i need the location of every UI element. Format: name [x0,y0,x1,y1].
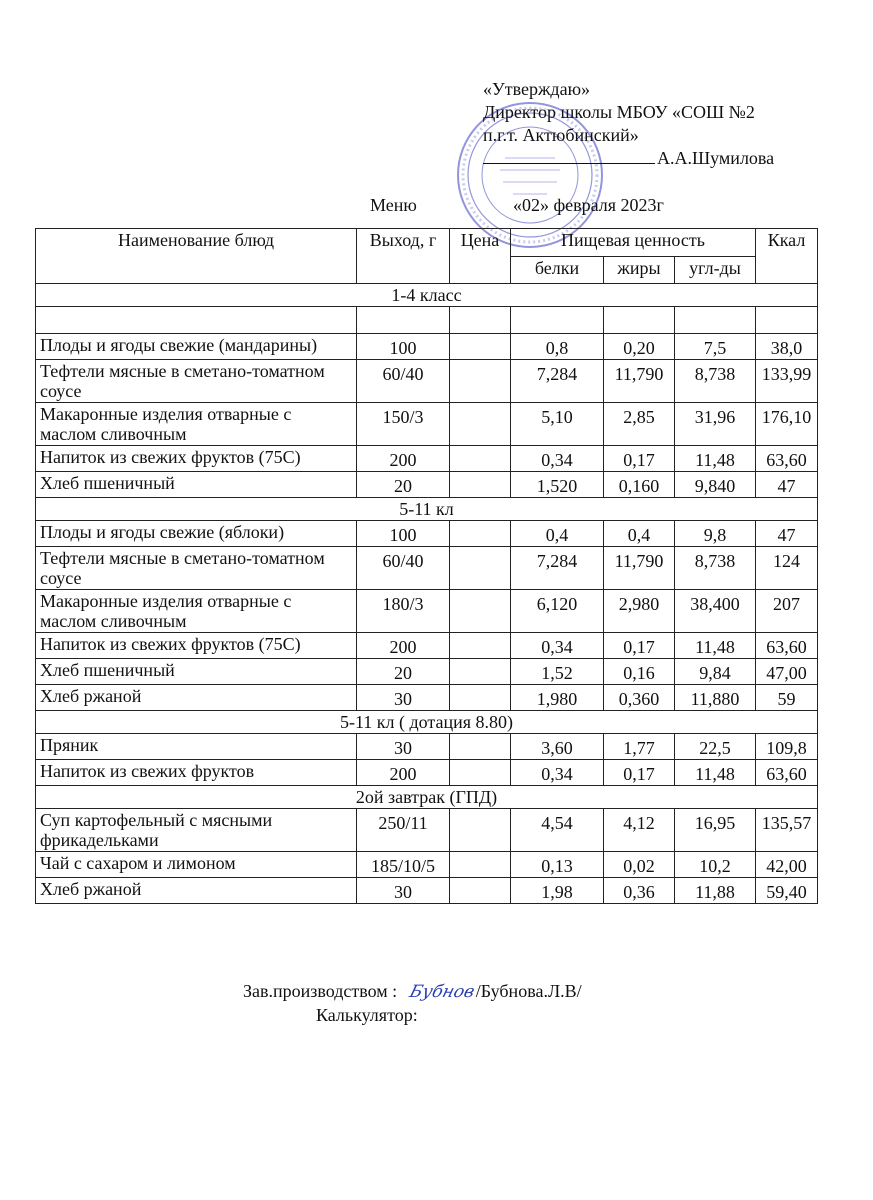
cell-fat: 2,980 [604,590,675,633]
cell-fat: 0,36 [604,878,675,904]
header-kcal: Ккал [756,229,818,284]
cell-yield: 200 [357,633,450,659]
menu-table-body [36,284,818,904]
dish-row [36,852,818,878]
dish-row [36,360,818,403]
cell-name: Хлеб пшеничный [36,659,357,685]
cell-carbs: 8,738 [675,360,756,403]
section-row [36,786,818,809]
empty-cell [756,307,818,334]
cell-yield: 185/10/5 [357,852,450,878]
cell-carbs: 11,48 [675,760,756,786]
cell-price [450,547,511,590]
cell-yield: 30 [357,685,450,711]
dish-row [36,547,818,590]
cell-price [450,403,511,446]
cell-price [450,360,511,403]
menu-title: Меню [370,195,417,215]
dish-row [36,446,818,472]
cell-price [450,633,511,659]
empty-cell [511,307,604,334]
cell-price [450,659,511,685]
cell-kcal: 176,10 [756,403,818,446]
dish-row [36,760,818,786]
cell-name: Макаронные изделия отварные с маслом сливочным [36,403,357,446]
cell-protein: 7,284 [511,360,604,403]
section-title: 5-11 кл ( дотация 8.80) [36,711,818,734]
header-carbs: угл-ды [675,256,756,284]
cell-price [450,760,511,786]
section-row [36,284,818,307]
cell-kcal: 109,8 [756,734,818,760]
dish-row [36,633,818,659]
cell-protein: 5,10 [511,403,604,446]
dish-row [36,809,818,852]
cell-name: Макаронные изделия отварные с маслом сливочным [36,590,357,633]
section-title: 5-11 кл [36,498,818,521]
cell-price [450,809,511,852]
cell-kcal: 38,0 [756,334,818,360]
dish-row [36,472,818,498]
cell-name: Хлеб пшеничный [36,472,357,498]
section-row [36,711,818,734]
approval-location: п.г.т. Актюбинский» [483,125,639,145]
cell-carbs: 10,2 [675,852,756,878]
cell-kcal: 59 [756,685,818,711]
cell-yield: 30 [357,734,450,760]
cell-fat: 0,17 [604,760,675,786]
cell-name: Тефтели мясные в сметано-томатном соусе [36,360,357,403]
cell-fat: 0,160 [604,472,675,498]
cell-name: Напиток из свежих фруктов (75С) [36,446,357,472]
cell-yield: 250/11 [357,809,450,852]
cell-protein: 1,98 [511,878,604,904]
header-nutrition: Пищевая ценность [511,229,756,257]
cell-price [450,446,511,472]
cell-carbs: 8,738 [675,547,756,590]
cell-protein: 4,54 [511,809,604,852]
dish-row [36,685,818,711]
approval-position: Директор школы МБОУ «СОШ №2 [483,102,755,122]
empty-cell [675,307,756,334]
cell-protein: 0,4 [511,521,604,547]
cell-name: Чай с сахаром и лимоном [36,852,357,878]
cell-fat: 11,790 [604,547,675,590]
cell-carbs: 11,880 [675,685,756,711]
cell-price [450,852,511,878]
cell-name: Суп картофельный с мясными фрикадельками [36,809,357,852]
cell-kcal: 59,40 [756,878,818,904]
empty-cell [450,307,511,334]
header-price: Цена [450,229,511,284]
production-label: Зав.производством : [243,981,398,1001]
cell-protein: 0,8 [511,334,604,360]
dish-row [36,659,818,685]
menu-table [35,228,818,904]
approval-signature-line [483,147,774,170]
approval-heading: «Утверждаю» [483,79,591,99]
cell-carbs: 11,48 [675,446,756,472]
cell-yield: 180/3 [357,590,450,633]
cell-price [450,334,511,360]
cell-protein: 0,34 [511,633,604,659]
dish-row [36,590,818,633]
cell-name: Тефтели мясные в сметано-томатном соусе [36,547,357,590]
cell-price [450,878,511,904]
empty-cell [36,307,357,334]
cell-kcal: 42,00 [756,852,818,878]
approver-name: А.А.Шумилова [657,148,775,168]
cell-price [450,472,511,498]
cell-fat: 4,12 [604,809,675,852]
cell-kcal: 63,60 [756,633,818,659]
cell-fat: 2,85 [604,403,675,446]
cell-price [450,734,511,760]
cell-name: Хлеб ржаной [36,685,357,711]
calculator-label: Калькулятор: [316,1005,418,1025]
cell-carbs: 9,8 [675,521,756,547]
cell-name: Напиток из свежих фруктов (75С) [36,633,357,659]
cell-name: Напиток из свежих фруктов [36,760,357,786]
signature: Бубнов [407,982,477,1002]
cell-fat: 0,17 [604,446,675,472]
cell-kcal: 47 [756,472,818,498]
cell-price [450,521,511,547]
cell-yield: 30 [357,878,450,904]
cell-protein: 0,34 [511,446,604,472]
header-protein: белки [511,256,604,284]
dish-row [36,334,818,360]
cell-carbs: 7,5 [675,334,756,360]
cell-name: Плоды и ягоды свежие (яблоки) [36,521,357,547]
cell-carbs: 22,5 [675,734,756,760]
cell-fat: 11,790 [604,360,675,403]
menu-date: «02» февраля 2023г [513,195,664,215]
cell-fat: 0,02 [604,852,675,878]
cell-kcal: 133,99 [756,360,818,403]
cell-yield: 60/40 [357,547,450,590]
cell-protein: 0,34 [511,760,604,786]
cell-price [450,685,511,711]
empty-cell [604,307,675,334]
cell-yield: 150/3 [357,403,450,446]
header-name: Наименование блюд [36,229,357,284]
cell-yield: 100 [357,521,450,547]
cell-kcal: 63,60 [756,760,818,786]
cell-yield: 200 [357,446,450,472]
cell-carbs: 9,84 [675,659,756,685]
cell-kcal: 47,00 [756,659,818,685]
empty-row [36,307,818,334]
cell-kcal: 124 [756,547,818,590]
section-title: 2ой завтрак (ГПД) [36,786,818,809]
section-title: 1-4 класс [36,284,818,307]
cell-carbs: 16,95 [675,809,756,852]
cell-name: Плоды и ягоды свежие (мандарины) [36,334,357,360]
cell-kcal: 135,57 [756,809,818,852]
cell-yield: 60/40 [357,360,450,403]
dish-row [36,878,818,904]
cell-fat: 0,17 [604,633,675,659]
cell-yield: 200 [357,760,450,786]
cell-fat: 1,77 [604,734,675,760]
cell-fat: 0,360 [604,685,675,711]
production-name: /Бубнова.Л.В/ [475,981,582,1001]
cell-protein: 1,520 [511,472,604,498]
cell-yield: 100 [357,334,450,360]
cell-yield: 20 [357,472,450,498]
cell-name: Пряник [36,734,357,760]
production-line [243,981,582,1002]
header-yield: Выход, г [357,229,450,284]
cell-fat: 0,4 [604,521,675,547]
cell-name: Хлеб ржаной [36,878,357,904]
cell-protein: 0,13 [511,852,604,878]
cell-protein: 1,980 [511,685,604,711]
cell-kcal: 207 [756,590,818,633]
cell-fat: 0,16 [604,659,675,685]
section-row [36,498,818,521]
cell-protein: 3,60 [511,734,604,760]
cell-kcal: 63,60 [756,446,818,472]
empty-cell [357,307,450,334]
dish-row [36,521,818,547]
cell-carbs: 9,840 [675,472,756,498]
header-fat: жиры [604,256,675,284]
cell-carbs: 31,96 [675,403,756,446]
cell-protein: 6,120 [511,590,604,633]
cell-carbs: 38,400 [675,590,756,633]
cell-protein: 1,52 [511,659,604,685]
cell-price [450,590,511,633]
cell-carbs: 11,88 [675,878,756,904]
cell-carbs: 11,48 [675,633,756,659]
dish-row [36,734,818,760]
cell-yield: 20 [357,659,450,685]
cell-kcal: 47 [756,521,818,547]
cell-protein: 7,284 [511,547,604,590]
approval-block [483,78,774,170]
dish-row [36,403,818,446]
cell-fat: 0,20 [604,334,675,360]
signature-line [483,163,655,164]
